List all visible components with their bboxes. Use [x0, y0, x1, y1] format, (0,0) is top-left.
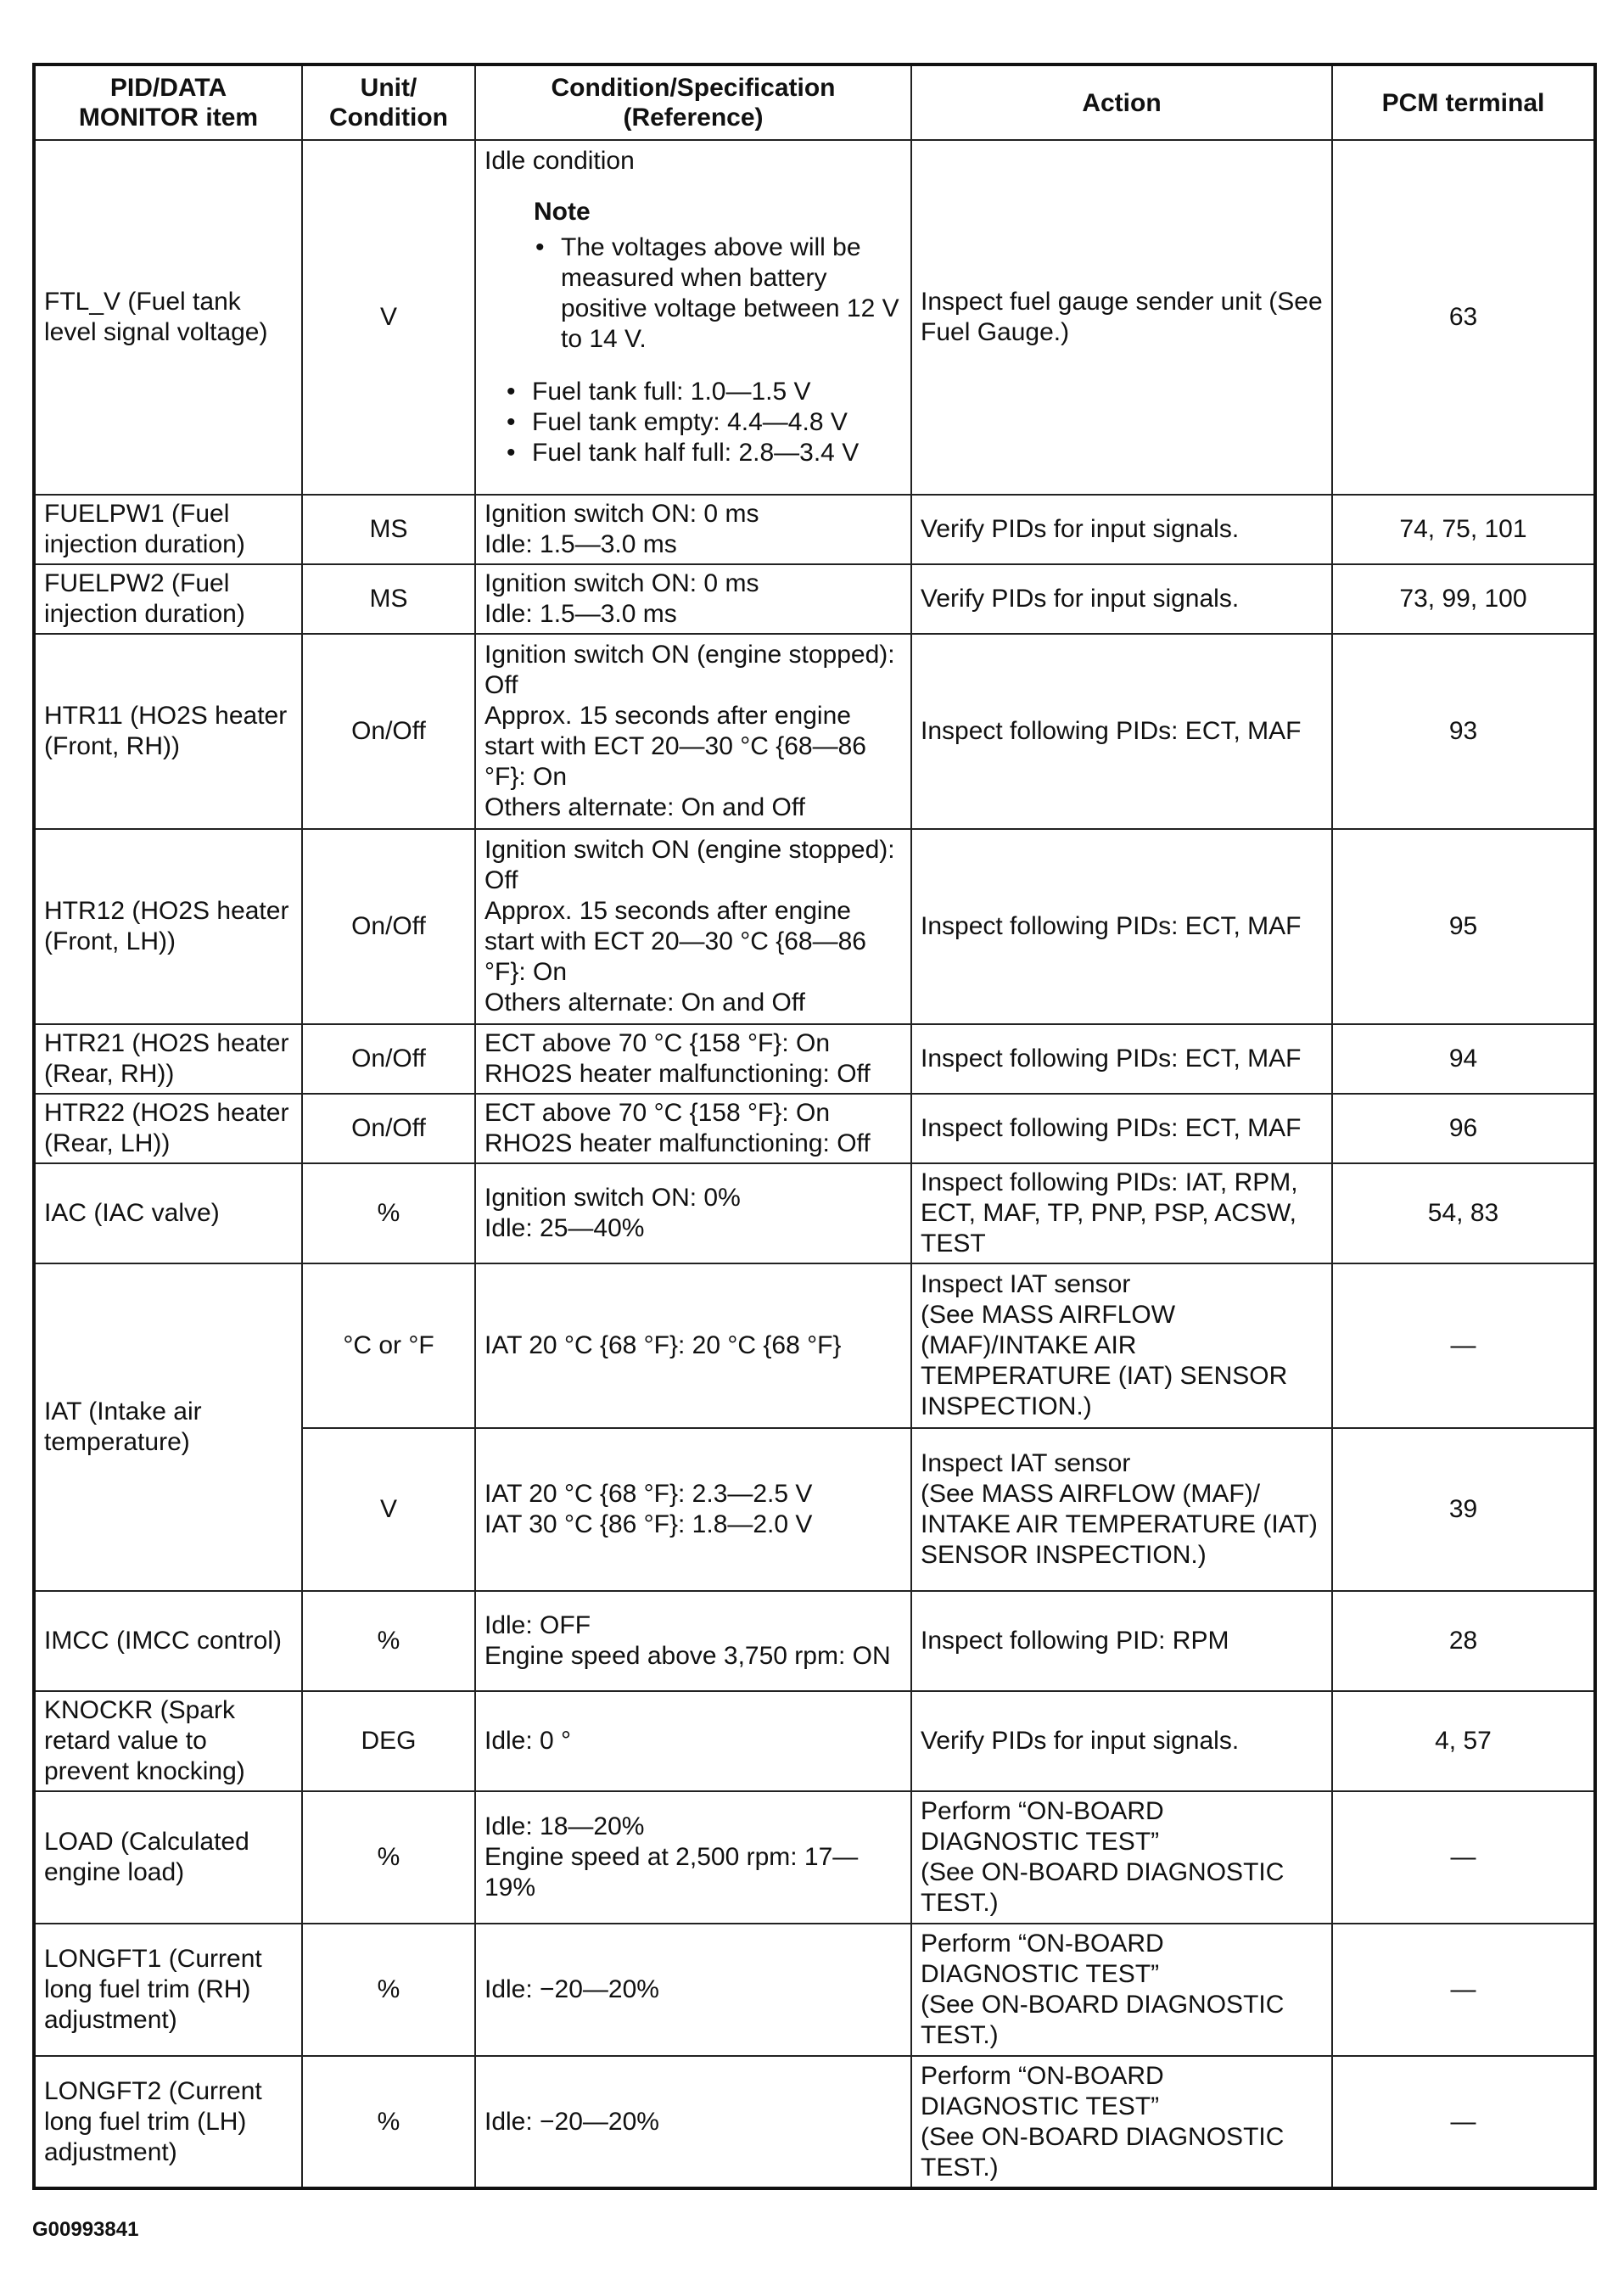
- table-row: [34, 2056, 1595, 2188]
- pid-item-cell: LONGFT1 (Current long fuel trim (RH) adjustment): [34, 1924, 302, 2056]
- table-row: [34, 1924, 1595, 2056]
- terminal-cell: 74, 75, 101: [1332, 495, 1595, 564]
- spec-cell: Ignition switch ON: 0 ms Idle: 1.5—3.0 ms: [475, 564, 911, 634]
- terminal-cell: 73, 99, 100: [1332, 564, 1595, 634]
- table-row: [34, 1263, 1595, 1428]
- terminal-cell: —: [1332, 1924, 1595, 2056]
- header-pid-item: PID/DATA MONITOR item: [34, 64, 302, 140]
- pid-item-cell: LOAD (Calculated engine load): [34, 1791, 302, 1924]
- terminal-cell: 93: [1332, 634, 1595, 829]
- figure-id: G00993841: [32, 2218, 139, 2241]
- unit-cell: On/Off: [302, 1024, 475, 1094]
- pid-item-cell: FUELPW1 (Fuel injection duration): [34, 495, 302, 564]
- unit-cell: V: [302, 140, 475, 495]
- spec-cell: ECT above 70 °C {158 °F}: On RHO2S heater malfunctioning: Off: [475, 1024, 911, 1094]
- unit-cell: %: [302, 2056, 475, 2188]
- terminal-cell: —: [1332, 1791, 1595, 1924]
- header-unit-condition: Unit/ Condition: [302, 64, 475, 140]
- table-row: [34, 1791, 1595, 1924]
- unit-cell: °C or °F: [302, 1263, 475, 1428]
- action-cell: Verify PIDs for input signals.: [911, 564, 1332, 634]
- unit-cell: V: [302, 1428, 475, 1591]
- spec-intro: Idle condition: [484, 147, 635, 175]
- table-row: [34, 1591, 1595, 1691]
- unit-cell: %: [302, 1924, 475, 2056]
- action-cell: Inspect fuel gauge sender unit (See Fuel Gauge.): [911, 140, 1332, 495]
- unit-cell: On/Off: [302, 1094, 475, 1163]
- spec-cell: Idle: 0 °: [475, 1691, 911, 1791]
- action-cell: Perform “ON-BOARD DIAGNOSTIC TEST” (See ON-BOARD DIAGNOSTIC TEST.): [911, 1791, 1332, 1924]
- pid-data-monitor-sheet: [32, 63, 1593, 2190]
- spec-cell: [475, 140, 911, 495]
- action-cell: Verify PIDs for input signals.: [911, 495, 1332, 564]
- pid-item-cell: LONGFT2 (Current long fuel trim (LH) adjustment): [34, 2056, 302, 2188]
- terminal-cell: 94: [1332, 1024, 1595, 1094]
- table-row: [34, 829, 1595, 1024]
- note-text: The voltages above will be measured when battery positive voltage between 12 V to 14 V.: [561, 233, 899, 353]
- table-row: [34, 634, 1595, 829]
- spec-cell: Idle: −20—20%: [475, 2056, 911, 2188]
- spec-cell: Ignition switch ON (engine stopped): Off Approx. 15 seconds after engine start with ECT 20—30 °C {68—86 °F}: On Others alternate: On and Off: [475, 829, 911, 1024]
- terminal-cell: 95: [1332, 829, 1595, 1024]
- unit-cell: %: [302, 1591, 475, 1691]
- terminal-cell: 63: [1332, 140, 1595, 495]
- table-row: [34, 1163, 1595, 1263]
- list-item: • Fuel tank full: 1.0—1.5 V: [507, 378, 811, 406]
- pid-item-cell: FUELPW2 (Fuel injection duration): [34, 564, 302, 634]
- unit-cell: MS: [302, 495, 475, 564]
- list-item: • Fuel tank empty: 4.4—4.8 V: [507, 408, 848, 436]
- unit-cell: %: [302, 1791, 475, 1924]
- action-cell: Inspect following PID: RPM: [911, 1591, 1332, 1691]
- table-row: [34, 564, 1595, 634]
- unit-cell: DEG: [302, 1691, 475, 1791]
- note-list: [484, 232, 902, 355]
- action-cell: Inspect IAT sensor (See MASS AIRFLOW (MAF)/ INTAKE AIR TEMPERATURE (IAT) SENSOR INSPECTION.): [911, 1428, 1332, 1591]
- header-action: Action: [911, 64, 1332, 140]
- unit-cell: %: [302, 1163, 475, 1263]
- pid-data-monitor-table: [32, 63, 1597, 2190]
- pid-item-cell: FTL_V (Fuel tank level signal voltage): [34, 140, 302, 495]
- action-cell: Inspect following PIDs: ECT, MAF: [911, 634, 1332, 829]
- spec-cell: ECT above 70 °C {158 °F}: On RHO2S heater malfunctioning: Off: [475, 1094, 911, 1163]
- table-row: [34, 1024, 1595, 1094]
- terminal-cell: 96: [1332, 1094, 1595, 1163]
- spec-text: Fuel tank empty: 4.4—4.8 V: [532, 408, 848, 436]
- spec-cell: IAT 20 °C {68 °F}: 20 °C {68 °F}: [475, 1263, 911, 1428]
- spec-cell: Idle: 18—20% Engine speed at 2,500 rpm: 17—19%: [475, 1791, 911, 1924]
- pid-item-cell: IAC (IAC valve): [34, 1163, 302, 1263]
- action-cell: Verify PIDs for input signals.: [911, 1691, 1332, 1791]
- action-cell: Inspect following PIDs: ECT, MAF: [911, 1094, 1332, 1163]
- pid-item-cell: HTR21 (HO2S heater (Rear, RH)): [34, 1024, 302, 1094]
- list-item: • Fuel tank half full: 2.8—3.4 V: [507, 439, 860, 467]
- unit-cell: On/Off: [302, 829, 475, 1024]
- spec-cell: Ignition switch ON: 0% Idle: 25—40%: [475, 1163, 911, 1263]
- action-cell: Inspect following PIDs: ECT, MAF: [911, 1024, 1332, 1094]
- spec-cell: Idle: −20—20%: [475, 1924, 911, 2056]
- terminal-cell: 4, 57: [1332, 1691, 1595, 1791]
- action-cell: Perform “ON-BOARD DIAGNOSTIC TEST” (See ON-BOARD DIAGNOSTIC TEST.): [911, 1924, 1332, 2056]
- spec-cell: IAT 20 °C {68 °F}: 2.3—2.5 V IAT 30 °C {86 °F}: 1.8—2.0 V: [475, 1428, 911, 1591]
- table-header-row: [34, 64, 1595, 140]
- table-row: [34, 1094, 1595, 1163]
- unit-cell: On/Off: [302, 634, 475, 829]
- pid-item-cell: IMCC (IMCC control): [34, 1591, 302, 1691]
- header-pcm-terminal: PCM terminal: [1332, 64, 1595, 140]
- terminal-cell: —: [1332, 2056, 1595, 2188]
- pid-item-cell: HTR22 (HO2S heater (Rear, LH)): [34, 1094, 302, 1163]
- terminal-cell: —: [1332, 1263, 1595, 1428]
- spec-cell: Ignition switch ON: 0 ms Idle: 1.5—3.0 ms: [475, 495, 911, 564]
- spec-text: Fuel tank half full: 2.8—3.4 V: [532, 439, 860, 467]
- action-cell: Inspect following PIDs: IAT, RPM, ECT, MAF, TP, PNP, PSP, ACSW, TEST: [911, 1163, 1332, 1263]
- pid-item-cell: HTR11 (HO2S heater (Front, RH)): [34, 634, 302, 829]
- unit-cell: MS: [302, 564, 475, 634]
- spec-list: [484, 377, 902, 468]
- table-row: [34, 1691, 1595, 1791]
- terminal-cell: 28: [1332, 1591, 1595, 1691]
- spec-cell: Ignition switch ON (engine stopped): Off Approx. 15 seconds after engine start with ECT 20—30 °C {68—86 °F}: On Others alternate: On and Off: [475, 634, 911, 829]
- table-row: [34, 495, 1595, 564]
- header-condition-specification: Condition/Specification (Reference): [475, 64, 911, 140]
- action-cell: Inspect IAT sensor (See MASS AIRFLOW (MAF)/INTAKE AIR TEMPERATURE (IAT) SENSOR INSPECTION.): [911, 1263, 1332, 1428]
- spec-text: Fuel tank full: 1.0—1.5 V: [532, 378, 811, 406]
- action-cell: Perform “ON-BOARD DIAGNOSTIC TEST” (See ON-BOARD DIAGNOSTIC TEST.): [911, 2056, 1332, 2188]
- list-item: • The voltages above will be measured when battery positive voltage between 12 V to 14 V.: [535, 233, 899, 353]
- terminal-cell: 54, 83: [1332, 1163, 1595, 1263]
- spec-cell: Idle: OFF Engine speed above 3,750 rpm: ON: [475, 1591, 911, 1691]
- pid-item-cell: HTR12 (HO2S heater (Front, LH)): [34, 829, 302, 1024]
- action-cell: Inspect following PIDs: ECT, MAF: [911, 829, 1332, 1024]
- pid-item-cell: IAT (Intake air temperature): [34, 1263, 302, 1591]
- pid-item-cell: KNOCKR (Spark retard value to prevent knocking): [34, 1691, 302, 1791]
- table-row: [34, 140, 1595, 495]
- note-title: Note: [534, 198, 591, 226]
- terminal-cell: 39: [1332, 1428, 1595, 1591]
